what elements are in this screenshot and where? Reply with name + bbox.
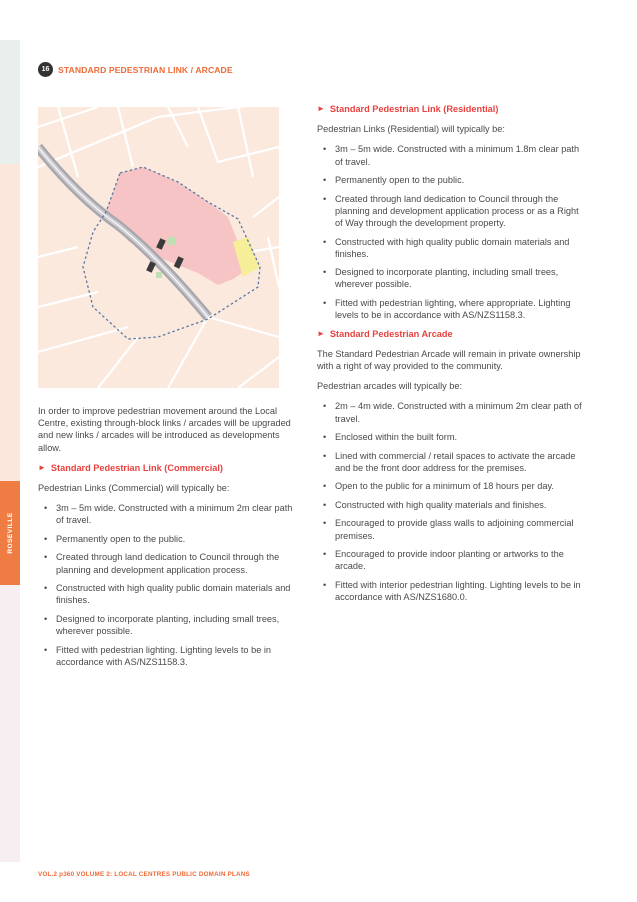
list-item: • Constructed with high quality materials and finishes. (317, 499, 582, 511)
commercial-heading (38, 462, 298, 474)
left-column (38, 405, 298, 674)
list-item: • Permanently open to the public. (317, 174, 582, 186)
list-item: • Fitted with pedestrian lighting. Lighting levels to be in accordance with AS/NZS1158.3. (38, 644, 298, 668)
list-item: • 3m – 5m wide. Constructed with a minimum 2m clear path of travel. (38, 502, 298, 526)
section-title: STANDARD PEDESTRIAN LINK / ARCADE (58, 64, 233, 75)
list-item: • Constructed with high quality public domain materials and finishes. (38, 582, 298, 606)
triangle-bullet-icon: ► (317, 104, 325, 113)
site-plan-drawing (38, 107, 279, 388)
list-item: • Lined with commercial / retail spaces to activate the arcade and be the front door address for the premises. (317, 450, 582, 474)
residential-heading-text: Standard Pedestrian Link (Residential) (329, 104, 499, 114)
right-column (317, 103, 582, 609)
triangle-bullet-icon: ► (38, 462, 46, 472)
list-item: • 2m – 4m wide. Constructed with a minimum 2m clear path of travel. (317, 400, 582, 424)
intro-paragraph: In order to improve pedestrian movement around the Local Centre, existing through-block links / arcades will be upgraded and new links / arcades will be introduced as developments allow. (38, 406, 291, 453)
residential-intro: Pedestrian Links (Residential) will typically be: (317, 124, 505, 135)
strip-segment-green (0, 40, 20, 164)
commercial-intro: Pedestrian Links (Commercial) will typically be: (38, 483, 230, 494)
side-color-strip (0, 40, 20, 862)
triangle-bullet-icon: ► (317, 328, 325, 338)
site-plan-map (38, 107, 279, 388)
list-item: • Fitted with interior pedestrian lighting. Lighting levels to be in accordance with AS/NZS1680.0. (317, 579, 582, 603)
page-footer: VOL.2 p360 VOLUME 2: LOCAL CENTRES PUBLIC DOMAIN PLANS (38, 871, 250, 878)
arcade-intro-2: Pedestrian arcades will typically be: (317, 381, 463, 392)
list-item: • Permanently open to the public. (38, 533, 298, 545)
list-item: • Fitted with pedestrian lighting, where appropriate. Lighting levels to be in accordance with AS/NZS1158.3. (317, 297, 582, 321)
list-item: • Encouraged to provide glass walls to adjoining commercial premises. (317, 517, 582, 541)
strip-segment-peach (0, 164, 20, 481)
list-item: • Open to the public for a minimum of 18 hours per day. (317, 480, 582, 492)
commercial-list (38, 502, 298, 668)
list-item: • Constructed with high quality public domain materials and finishes. (317, 236, 582, 260)
list-item: • Encouraged to provide indoor planting or artworks to the arcade. (317, 548, 582, 572)
list-item: • 3m – 5m wide. Constructed with a minimum 1.8m clear path of travel. (317, 143, 582, 167)
residential-heading (317, 103, 582, 115)
arcade-heading (317, 328, 582, 340)
arcade-list (317, 400, 582, 603)
strip-segment-pink (0, 585, 20, 862)
list-item: • Designed to incorporate planting, including small trees, wherever possible. (317, 266, 582, 290)
list-item: • Created through land dedication to Council through the planning and development application process. (38, 551, 298, 575)
list-item: • Designed to incorporate planting, including small trees, wherever possible. (38, 613, 298, 637)
list-item: • Enclosed within the built form. (317, 431, 582, 443)
commercial-heading-text: Standard Pedestrian Link (Commercial) (50, 462, 223, 473)
section-number-badge: 16 (38, 62, 53, 77)
arcade-heading-text: Standard Pedestrian Arcade (329, 328, 453, 339)
arcade-intro-1: The Standard Pedestrian Arcade will remain in private ownership with a right of way provided to the community. (317, 348, 581, 372)
residential-list (317, 143, 582, 321)
section-header (38, 62, 233, 77)
list-item: • Created through land dedication to Council through the planning and development application process or as a Right of Way through the development property. (317, 193, 582, 230)
